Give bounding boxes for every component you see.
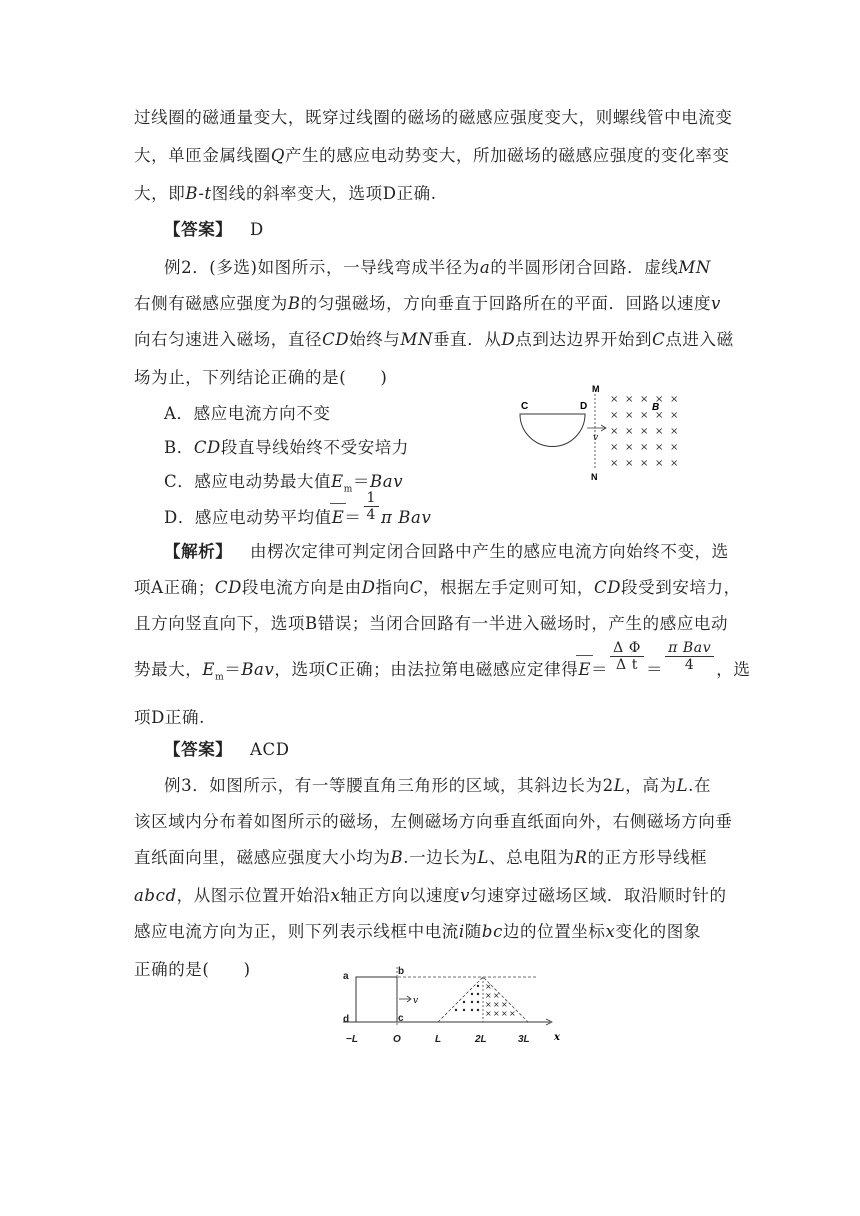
field-dot (455, 1009, 457, 1011)
field-cross: × (655, 442, 664, 453)
field-dot (471, 993, 473, 995)
solution-line: 项D正确. (134, 708, 205, 727)
field-cross: × (501, 1009, 508, 1018)
field-cross: × (625, 426, 634, 437)
example-2-line: 向右匀速进入磁场，直径CD始终与MN垂直．从D点到达边界开始到C点进入磁 (134, 330, 734, 349)
text-line: 过线圈的磁通量变大，既穿过线圈的磁场的磁感应强度变大，则螺线管中电流变 (134, 108, 733, 127)
answer-line (164, 216, 264, 240)
field-cross: × (493, 1000, 500, 1009)
example-2-line: 右侧有磁感应强度为B的匀强磁场，方向垂直于回路所在的平面．回路以速度v (134, 294, 721, 313)
field-cross: × (610, 394, 619, 405)
x-axis-label: x (554, 1032, 560, 1043)
field-cross: × (625, 410, 634, 421)
field-cross: × (640, 394, 649, 405)
solution-line: 项A正确；CD段电流方向是由D指向C，根据左手定则可知，CD段受到安培力， (134, 578, 741, 597)
field-cross: × (501, 1000, 508, 1009)
label-n: N (591, 472, 598, 482)
field-cross: × (670, 442, 679, 453)
field-cross: × (655, 410, 664, 421)
field-dot (477, 1001, 479, 1003)
field-cross: × (640, 458, 649, 469)
field-cross: × (640, 410, 649, 421)
text-line: 大，单匝金属线圈Q产生的感应电动势变大，所加磁场的磁感应强度的变化率变 (134, 146, 730, 165)
tick-label: L (435, 1034, 442, 1045)
label-c: C (521, 401, 529, 412)
field-cross: × (610, 442, 619, 453)
semicircle-loop (520, 414, 585, 447)
label-b: b (398, 966, 405, 977)
label-d: d (343, 1014, 350, 1025)
field-dot (477, 993, 479, 995)
label-b: B (652, 402, 660, 413)
text-line: 大，即B-t图线的斜率变大，选项D正确. (134, 184, 437, 203)
option-a: A．感应电流方向不变 (164, 404, 331, 423)
field-cross: × (640, 426, 649, 437)
example-3-line: 感应电流方向为正，则下列表示线框中电流i随bc边的位置坐标x变化的图象 (134, 922, 701, 941)
solution-tag: 【解析】 (164, 542, 233, 561)
option-c: C．感应电动势最大值$E_m=Bav$ (164, 472, 404, 495)
field-cross: × (485, 1000, 492, 1009)
example-3-line: 例3．如图所示，有一等腰直角三角形的区域，其斜边长为2L，高为L.在 (164, 776, 712, 795)
field-dot (471, 1001, 473, 1003)
answer-value: ACD (249, 740, 290, 759)
label-c: c (398, 1013, 404, 1024)
field-cross: × (493, 1009, 500, 1018)
field-dot (463, 1001, 465, 1003)
field-cross: × (655, 458, 664, 469)
label-a: a (343, 971, 349, 982)
field-cross: × (670, 410, 679, 421)
field-dot (477, 1009, 479, 1011)
field-cross: × (625, 394, 634, 405)
option-b: B．CD段直导线始终不受安培力 (164, 438, 409, 457)
field-cross: × (485, 1009, 492, 1018)
solution-line: 且方向竖直向下，选项B错误；当闭合回路有一半进入磁场时，产生的感应电动 (134, 614, 729, 633)
label-m: M (592, 384, 600, 394)
field-in-crosses (485, 982, 516, 1018)
tick-label: −L (346, 1034, 358, 1045)
example-2-line: 例2．(多选)如图所示，一导线弯成半径为a的半圆形闭合回路．虚线MN (164, 258, 711, 277)
answer-line (164, 736, 290, 760)
option-d: D．感应电动势平均值E＝ $\frac{1}{4}$ π Bav (164, 490, 432, 528)
square-loop (356, 977, 397, 1022)
field-cross: × (670, 426, 679, 437)
label-d: D (580, 401, 588, 412)
field-cross: × (625, 458, 634, 469)
field-cross: × (485, 991, 492, 1000)
label-v: v (413, 996, 419, 1006)
label-v: v (593, 433, 599, 443)
tick-label: 3L (518, 1034, 530, 1045)
answer-tag: 【答案】 (164, 220, 233, 239)
answer-tag: 【答案】 (164, 740, 233, 759)
tick-label: O (393, 1034, 401, 1045)
field-cross: × (655, 394, 664, 405)
field-cross: × (655, 426, 664, 437)
field-dot (471, 1009, 473, 1011)
semicircle-loop-figure (515, 382, 690, 482)
example-2-line: 场为止，下列结论正确的是( ) (134, 368, 388, 387)
field-cross: × (493, 991, 500, 1000)
field-dot (477, 985, 479, 987)
field-cross: × (610, 426, 619, 437)
answer-value: D (249, 220, 264, 239)
field-cross: × (485, 982, 492, 991)
example-3-line: abcd，从图示位置开始沿x轴正方向以速度v匀速穿过磁场区域．取沿顺时针的 (134, 886, 727, 905)
field-cross: × (670, 458, 679, 469)
field-cross: × (610, 458, 619, 469)
example-3-line: 正确的是( ) (134, 960, 251, 979)
field-cross: × (509, 1009, 516, 1018)
example-3-line: 直纸面向里，磁感应强度大小均为B.一边长为L、总电阻为R的正方形导线框 (134, 848, 708, 867)
field-cross: × (625, 442, 634, 453)
field-cross: × (610, 410, 619, 421)
solution-line: 势最大，$E_m=Bav$，选项C正确；由法拉第电磁感应定律得E＝ $\frac{\text{Δ Φ}}{\text{Δ t}}$ ＝ $\frac{\text{π Bav}}{4}$ ，选 (134, 640, 751, 683)
field-cross: × (640, 442, 649, 453)
field-cross-grid (610, 394, 678, 469)
field-dot (463, 1009, 465, 1011)
example-3-line: 该区域内分布着如图所示的磁场，左侧磁场方向垂直纸面向外，右侧磁场方向垂 (134, 812, 733, 831)
triangle-field-figure (338, 965, 563, 1050)
field-cross: × (670, 394, 679, 405)
tick-label: 2L (475, 1034, 487, 1045)
solution-line: 【解析】 由楞次定律可判定闭合回路中产生的感应电流方向始终不变，选 (164, 542, 729, 561)
field-out-dots (455, 985, 479, 1011)
